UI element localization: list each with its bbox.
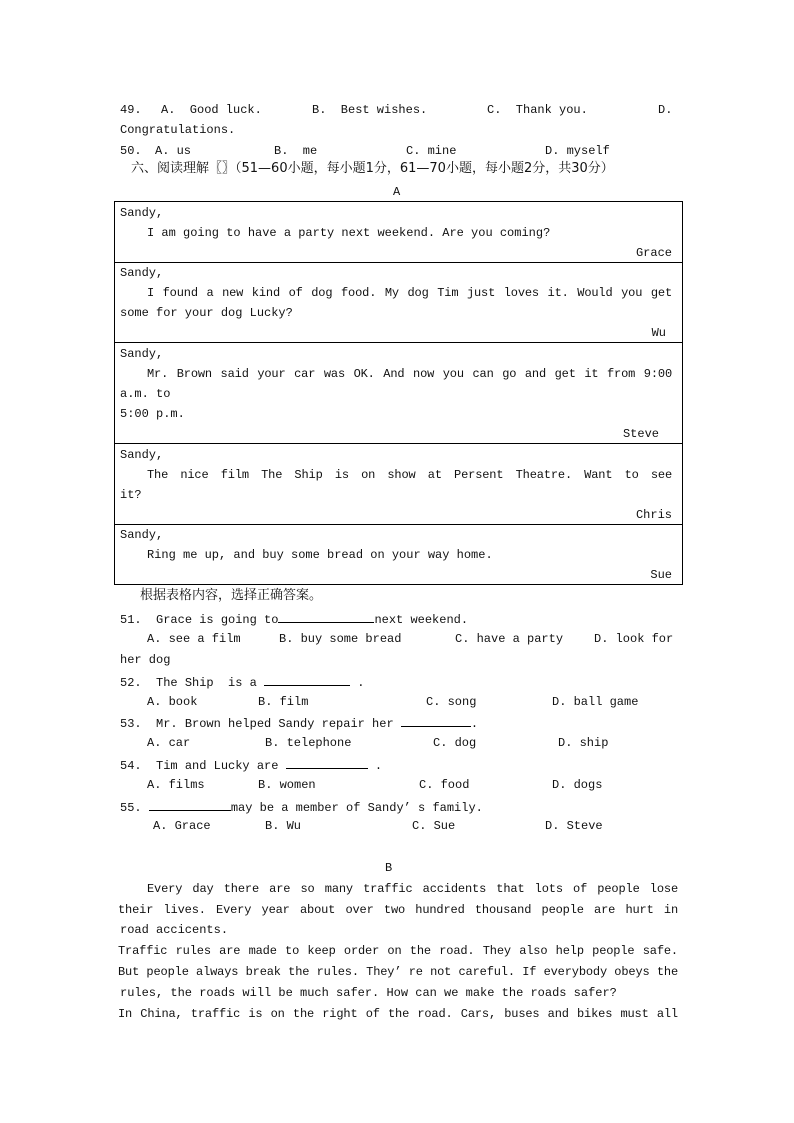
question-stem-end: .: [357, 676, 365, 690]
q50-number: 50.: [120, 144, 142, 158]
answer-blank[interactable]: [401, 714, 471, 727]
option-a: A. book: [147, 695, 198, 709]
note-4-sender: Chris: [635, 508, 672, 522]
q49-option-c: C. Thank you.: [487, 103, 588, 117]
question-stem: The Ship is a: [156, 676, 257, 690]
question-54: [120, 756, 382, 774]
question-53: [120, 714, 478, 732]
q50-option-b: B. me: [274, 144, 318, 158]
q50-option-c: C. mine: [406, 144, 457, 158]
part-a-heading: A: [393, 185, 401, 199]
option-d: D. ship: [558, 736, 609, 750]
option-a: A. car: [147, 736, 191, 750]
q50-option-a: A. us: [155, 144, 192, 158]
question-52: [120, 673, 364, 691]
question-stem: may be a member of Sandy’ s family.: [230, 801, 483, 815]
option-c: C. Sue: [412, 819, 456, 833]
question-stem: Grace is going to: [156, 613, 279, 627]
question-number: 53.: [120, 717, 142, 731]
option-d: D. look for: [594, 632, 674, 646]
note-5-greeting: Sandy,: [120, 528, 164, 542]
q49-option-b: B. Best wishes.: [312, 103, 428, 117]
part-b-heading: B: [385, 861, 393, 875]
option-d: D. Steve: [545, 819, 603, 833]
instruction: 根据表格内容，选择正确答案。: [140, 588, 323, 603]
passage-line: rules, the roads will be much safer. How can we make the roads safer?: [120, 986, 617, 1000]
question-stem-end: next weekend.: [374, 613, 469, 627]
option-c: C. have a party: [455, 632, 564, 646]
note-2-body-cont: some for your dog Lucky?: [120, 306, 293, 320]
option-b: B. buy some bread: [279, 632, 402, 646]
note-2-greeting: Sandy,: [120, 266, 164, 280]
passage-line: In China, traffic is on the right of the road. Cars, buses and bikes must all: [118, 1007, 678, 1021]
answer-blank[interactable]: [149, 798, 231, 811]
note-5-sender: Sue: [650, 568, 672, 582]
note-2-body: I found a new kind of dog food. My dog Tim just loves it. Would you get: [147, 286, 672, 300]
answer-blank[interactable]: [286, 756, 368, 769]
passage-line: Every day there are so many traffic accidents that lots of people lose: [147, 882, 678, 896]
option-b: B. Wu: [265, 819, 302, 833]
q49-option-d-text: Congratulations.: [120, 123, 236, 137]
option-b: B. film: [258, 695, 309, 709]
note-3-body: Mr. Brown said your car was OK. And now you can go and get it from 9:00: [147, 367, 672, 381]
note-3-greeting: Sandy,: [120, 347, 164, 361]
passage-line: their lives. Every year about over two hundred thousand people are hurt in: [118, 903, 678, 917]
question-number: 55.: [120, 801, 142, 815]
q50-option-d: D. myself: [545, 144, 610, 158]
note-3-sender: Steve: [622, 427, 659, 441]
question-51: [120, 610, 468, 628]
option-d: D. ball game: [552, 695, 639, 709]
passage-line: road accicents.: [120, 923, 229, 937]
question-stem: Tim and Lucky are: [156, 759, 279, 773]
option-c: C. song: [426, 695, 477, 709]
option-a: A. films: [147, 778, 205, 792]
option-b: B. telephone: [265, 736, 352, 750]
passage-line: Traffic rules are made to keep order on the road. They also help people safe.: [118, 944, 678, 958]
note-1-sender: Grace: [635, 246, 672, 260]
note-2-sender: Wu: [651, 326, 666, 340]
note-1-greeting: Sandy,: [120, 206, 164, 220]
section-title: 六、阅读理解〖〗（51—60小题，每小题1分，61—70小题，每小题2分，共30分）: [131, 161, 614, 176]
question-number: 51.: [120, 613, 142, 627]
row-divider: [114, 262, 682, 263]
option-d-cont: her dog: [120, 653, 171, 667]
note-4-body-cont: it?: [120, 488, 142, 502]
note-4-body: The nice film The Ship is on show at Persent Theatre. Want to see: [147, 468, 672, 482]
row-divider: [114, 342, 682, 343]
option-a: A. see a film: [147, 632, 241, 646]
note-5-body: Ring me up, and buy some bread on your way home.: [147, 548, 493, 562]
note-3-body-cont: 5:00 p.m.: [120, 407, 185, 421]
option-c: C. food: [419, 778, 470, 792]
note-4-greeting: Sandy,: [120, 448, 164, 462]
note-3-body-cont: a.m. to: [120, 387, 171, 401]
question-number: 54.: [120, 759, 142, 773]
q49-number: 49.: [120, 103, 142, 117]
passage-line: But people always break the rules. They’ re not careful. If everybody obeys the: [118, 965, 678, 979]
note-1-body: I am going to have a party next weekend. Are you coming?: [147, 226, 551, 240]
question-stem-end: .: [470, 717, 479, 731]
question-number: 52.: [120, 676, 142, 690]
option-a: A. Grace: [153, 819, 211, 833]
row-divider: [114, 524, 682, 525]
q49-option-a: A. Good luck.: [161, 103, 262, 117]
answer-blank[interactable]: [278, 610, 374, 623]
question-stem-end: .: [374, 759, 383, 773]
answer-blank[interactable]: [264, 673, 350, 686]
question-stem: Mr. Brown helped Sandy repair her: [156, 717, 394, 731]
question-55: [120, 798, 483, 816]
option-d: D. dogs: [552, 778, 603, 792]
option-c: C. dog: [433, 736, 477, 750]
option-b: B. women: [258, 778, 316, 792]
q49-option-d: D.: [658, 103, 673, 117]
notes-table: [114, 201, 683, 585]
row-divider: [114, 443, 682, 444]
